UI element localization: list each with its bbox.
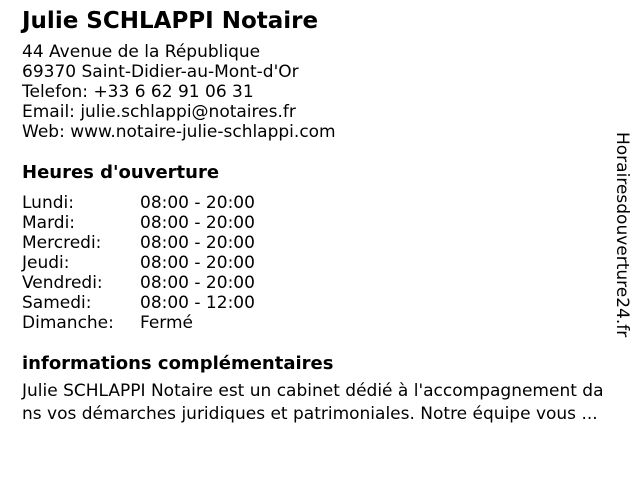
info-text-line: ns vos démarches juridiques et patrimoniales. Notre équipe vous ... xyxy=(22,404,598,424)
day-label: Jeudi: xyxy=(22,253,70,273)
website-value: www.notaire-julie-schlappi.com xyxy=(70,122,336,142)
table-row xyxy=(22,273,255,293)
additional-info-text xyxy=(22,380,622,426)
phone-label: Telefon: xyxy=(22,82,89,102)
website-line xyxy=(22,122,336,142)
table-row xyxy=(22,253,255,273)
email-line xyxy=(22,102,336,122)
table-row xyxy=(22,233,255,253)
table-row xyxy=(22,313,255,333)
phone-value: +33 6 62 91 06 31 xyxy=(93,82,254,102)
page-title: Julie SCHLAPPI Notaire xyxy=(22,8,319,34)
address-line-2: 69370 Saint-Didier-au-Mont-d'Or xyxy=(22,62,299,82)
day-hours: 08:00 - 20:00 xyxy=(140,253,255,273)
table-row xyxy=(22,193,255,213)
site-watermark: Horairesdouverture24.fr xyxy=(612,132,632,338)
day-label: Mardi: xyxy=(22,213,76,233)
phone-line xyxy=(22,82,336,102)
day-label: Samedi: xyxy=(22,293,92,313)
day-hours: 08:00 - 20:00 xyxy=(140,213,255,233)
day-hours: 08:00 - 20:00 xyxy=(140,233,255,253)
opening-hours-heading: Heures d'ouverture xyxy=(22,162,220,183)
table-row xyxy=(22,293,255,313)
table-row xyxy=(22,213,255,233)
website-label: Web: xyxy=(22,122,65,142)
day-label: Vendredi: xyxy=(22,273,103,293)
day-hours: Fermé xyxy=(140,313,194,333)
day-hours: 08:00 - 12:00 xyxy=(140,293,255,313)
contact-info xyxy=(22,42,336,142)
address-line-1: 44 Avenue de la République xyxy=(22,42,261,62)
day-label: Mercredi: xyxy=(22,233,102,253)
day-hours: 08:00 - 20:00 xyxy=(140,273,255,293)
day-label: Lundi: xyxy=(22,193,74,213)
additional-info-heading: informations complémentaires xyxy=(22,353,334,374)
day-hours: 08:00 - 20:00 xyxy=(140,193,255,213)
info-text-line: Julie SCHLAPPI Notaire est un cabinet dédié à l'accompagnement da xyxy=(22,381,604,401)
opening-hours-table xyxy=(22,193,255,333)
email-value: julie.schlappi@notaires.fr xyxy=(80,102,296,122)
day-label: Dimanche: xyxy=(22,313,114,333)
email-label: Email: xyxy=(22,102,75,122)
